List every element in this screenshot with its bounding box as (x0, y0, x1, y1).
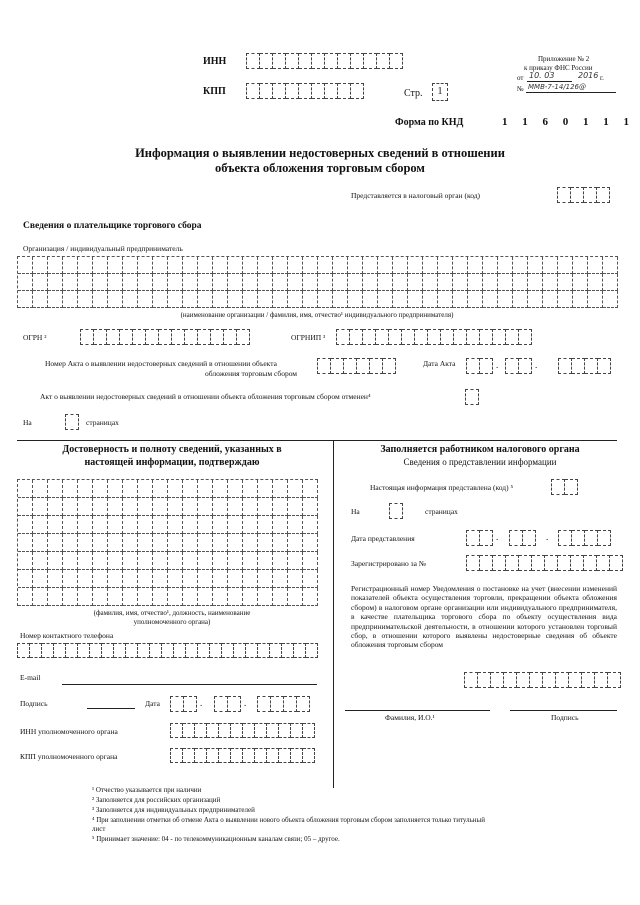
email-field[interactable] (62, 684, 317, 685)
right-pages-label: страницах (425, 507, 458, 516)
date-presented-day[interactable] (466, 530, 493, 546)
act-number-cells[interactable] (317, 358, 396, 374)
date-label: Дата (145, 699, 160, 708)
kpp-label: КПП (203, 86, 226, 97)
presented-label: Настоящая информация представлена (код) ⁵ (370, 483, 514, 492)
org-caption: (наименование организации / фамилия, имя, отчество¹ индивидуального предпринимателя) (180, 311, 454, 319)
appendix-date: 10. 03 (529, 71, 555, 80)
footnote-4-cont: лист (92, 825, 106, 833)
tax-authority-label: Представляется в налоговый орган (код) (351, 191, 481, 200)
date-presented-year[interactable] (558, 530, 611, 546)
presented-code-cells[interactable] (551, 479, 578, 495)
page-number: 1 (432, 83, 448, 101)
act-date-year[interactable] (558, 358, 611, 374)
act-date-label: Дата Акта (423, 359, 456, 368)
right-signature-line[interactable] (510, 710, 617, 711)
right-on-label: На (351, 507, 360, 516)
sign-date-month[interactable] (214, 696, 241, 712)
ogrnip-label: ОГРНИП ³ (291, 333, 326, 342)
sign-label: Подпись (20, 699, 48, 708)
sign-date-year[interactable] (257, 696, 310, 712)
right-title: Заполняется работником налогового органа (380, 444, 580, 455)
page-title-line2: объекта обложения торговым сбором (215, 161, 425, 175)
ogrn-label: ОГРН ² (23, 333, 47, 342)
fio-label: Фамилия, И.О.¹ (385, 713, 435, 722)
on-label: На (23, 418, 32, 427)
phone-cells[interactable] (17, 643, 318, 659)
tax-authority-cells[interactable] (557, 187, 610, 203)
appendix-year-suffix: г. (600, 74, 604, 82)
knd-label: Форма по КНД (395, 117, 464, 128)
sign-date-day[interactable] (170, 696, 197, 712)
inn-cells[interactable] (246, 53, 403, 69)
appendix-from: от (517, 74, 524, 82)
left-title-line2: настоящей информации, подтверждаю (84, 457, 260, 468)
right-sign-label: Подпись (551, 713, 579, 722)
pages-count-cells[interactable] (65, 414, 79, 430)
signer-caption-line2: уполномоченного органа) (133, 618, 211, 626)
appendix-no-label: № (517, 85, 524, 93)
registration-info-text: Регистрационный номер Уведомления о постановке на учет (внесении изменений показателей объекта осуществления торговли, прекращении объекта обложения сбором) в налоговом органе организации или индивидуального предпринимателя, в качестве плательщика торгового сбора по объекту осуществления вида предпринимательской деятельности, в отношении которого установлен торговый сбор, в отношении которого выявлены недостоверные сведения об объекте обложения торговым сбором (351, 584, 617, 650)
left-title-line1: Достоверность и полноту сведений, указанных в (62, 444, 282, 455)
act-cancel-checkbox[interactable] (465, 389, 479, 405)
kpp-cells[interactable] (246, 83, 364, 99)
footnote-1: ¹ Отчество указывается при наличии (92, 786, 202, 794)
act-date-day[interactable] (466, 358, 493, 374)
appendix-no-value: ММВ-7-14/126@ (528, 83, 587, 91)
inn-label: ИНН (203, 56, 227, 67)
ogrnip-cells[interactable] (336, 329, 532, 345)
ogrn-cells[interactable] (80, 329, 250, 345)
page-label: Стр. (404, 88, 423, 99)
kpp-org-label: КПП уполномоченного органа (20, 752, 118, 761)
inn-org-cells[interactable] (170, 723, 315, 739)
knd-code: 1 1 6 0 1 1 1 (502, 116, 635, 128)
signer-caption-line1: (фамилия, имя, отчество¹, должность, наименование (93, 609, 251, 617)
footnote-2: ² Заполняется для российских организаций (92, 796, 221, 804)
footnote-3: ³ Заполняется для индивидуальных предпринимателей (92, 806, 255, 814)
page-title-line1: Информация о выявлении недостоверных сведений в отношении (135, 146, 505, 160)
payer-section-title: Сведения о плательщике торгового сбора (23, 221, 202, 231)
right-subtitle: Сведения о представлении информации (403, 457, 557, 467)
appendix-line2: к приказу ФНС России (524, 64, 593, 72)
footnote-5: ⁵ Принимает значение: 04 - по телекоммуникационным каналам связи; 05 – другое. (92, 835, 340, 843)
org-label: Организация / индивидуальный предприниматель (23, 244, 183, 253)
footnote-4: ⁴ При заполнении отметки об отмене Акта о выявлении нового объекта обложения торговым сбором заполняется только титульный (92, 816, 485, 824)
date-presented-month[interactable] (509, 530, 536, 546)
pages-label: страницах (86, 418, 119, 427)
date-presented-label: Дата представления (351, 534, 415, 543)
signature-line[interactable] (87, 708, 135, 709)
act-cancel-label: Акт о выявлении недостоверных сведений в отношении объекта обложения торговым сбором отменен⁴ (40, 392, 371, 401)
org-name-grid[interactable] (17, 256, 618, 308)
registered-label: Зарегистрировано за № (351, 559, 426, 568)
act-date-month[interactable] (505, 358, 532, 374)
registered-number-cells[interactable] (466, 555, 623, 571)
act-no-label-1: Номер Акта о выявлении недостоверных сведений в отношении объекта (45, 359, 277, 368)
signer-name-grid[interactable] (17, 479, 318, 606)
fio-line[interactable] (345, 710, 490, 711)
email-label: E-mail (20, 673, 41, 682)
kpp-org-cells[interactable] (170, 748, 315, 764)
appendix-year: 2016 (578, 71, 599, 80)
right-pages-cells[interactable] (389, 503, 403, 519)
notification-number-cells[interactable] (464, 672, 621, 688)
inn-org-label: ИНН уполномоченного органа (20, 727, 118, 736)
act-no-label-2: обложения торговым сбором (205, 369, 298, 378)
phone-label: Номер контактного телефона (20, 631, 114, 640)
appendix-line1: Приложение № 2 (538, 55, 590, 63)
